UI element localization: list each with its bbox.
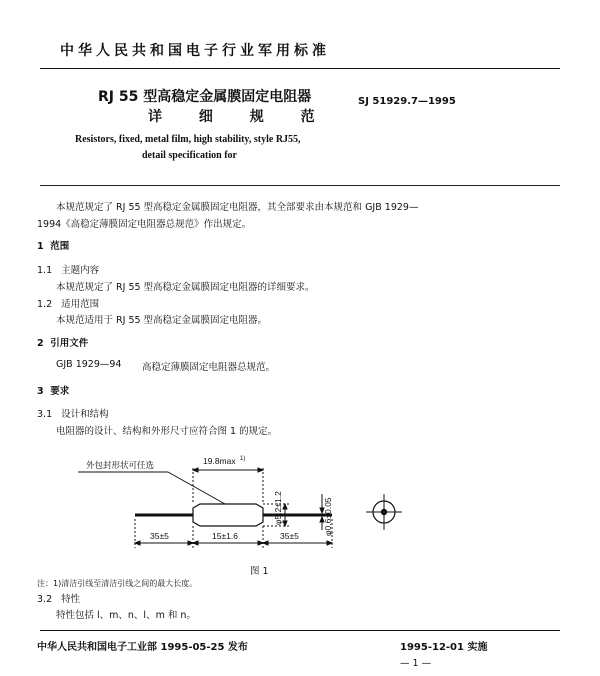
section-title: 范围 — [50, 241, 70, 252]
section-1-2-body: 本规范适用于 RJ 55 型高稳定金属膜固定电阻器。 — [56, 315, 268, 326]
intro-line1: 本规范规定了 RJ 55 型高稳定金属膜固定电阻器，其全部要求由本规范和 GJB 1929— — [56, 202, 419, 213]
arrowhead — [193, 541, 198, 545]
document-subtitle: 详 细 规 范 — [148, 109, 331, 125]
right-lead-length-label: 35±5 — [280, 531, 299, 541]
effective-date: 1995-12-01 实施 — [400, 642, 488, 653]
max-length-label: 19.8max — [203, 456, 236, 466]
body-diameter-label: φ5.2±1.2 — [273, 491, 283, 525]
section-1-2-heading — [37, 296, 99, 310]
body-length-label: 15±1.6 — [212, 531, 238, 541]
arrowhead — [193, 468, 198, 472]
arrowhead — [258, 468, 263, 472]
section-title: 适用范围 — [61, 299, 100, 310]
section-2-heading — [37, 335, 88, 349]
figure-note: 注：1)清洁引线至清洁引线之间的最大长度。 — [37, 579, 198, 588]
section-3-2-heading — [37, 591, 80, 605]
issuing-body-title: 中华人民共和国电子行业军用标准 — [60, 43, 330, 59]
section-number: 1.1 — [37, 265, 53, 276]
figure-1-resistor-drawing — [0, 446, 600, 576]
document-title: RJ 55 型高稳定金属膜固定电阻器 — [98, 89, 312, 105]
english-title-line1: Resistors, fixed, metal film, high stability, style RJ55, — [75, 134, 301, 145]
title-rule — [40, 185, 560, 186]
section-3-1-body: 电阻器的设计、结构和外形尺寸应符合图 1 的规定。 — [56, 426, 278, 437]
lead-diameter-label: φ0.6±0.05 — [323, 497, 333, 536]
section-title: 主题内容 — [61, 265, 100, 276]
reference-title: 高稳定薄膜固定电阻器总规范。 — [142, 362, 276, 373]
reference-code: GJB 1929—94 — [56, 359, 122, 370]
arrowhead — [327, 541, 332, 545]
footnote-mark: 1) — [240, 456, 246, 462]
english-title-line2: detail specification for — [142, 150, 237, 161]
section-1-1-body: 本规范规定了 RJ 55 型高稳定金属膜固定电阻器的详细要求。 — [56, 282, 315, 293]
section-3-heading — [37, 383, 69, 397]
standard-number: SJ 51929.7—1995 — [358, 96, 456, 107]
arrowhead — [135, 541, 140, 545]
section-number: 3.1 — [37, 409, 53, 420]
figure-caption: 图 1 — [250, 566, 269, 577]
arrowhead — [263, 541, 268, 545]
callout-leader — [168, 472, 225, 504]
section-number: 1.2 — [37, 299, 53, 310]
arrowhead — [283, 504, 287, 509]
resistor-body — [193, 504, 263, 526]
callout-text: 外包封形状可任选 — [86, 460, 155, 470]
footer-rule — [40, 630, 560, 631]
section-1-heading — [37, 238, 69, 252]
header-rule — [40, 68, 560, 69]
intro-line2: 1994《高稳定薄膜固定电阻器总规范》作出规定。 — [37, 219, 252, 230]
section-1-1-heading — [37, 262, 99, 276]
section-3-2-body: 特性包括 l、m、n、l、m 和 n。 — [56, 610, 196, 621]
section-number: 3 — [37, 386, 44, 397]
section-title: 设计和结构 — [61, 409, 109, 420]
section-number: 1 — [37, 241, 44, 252]
section-title: 特性 — [61, 594, 81, 605]
arrowhead — [283, 521, 287, 526]
page-number: — 1 — — [400, 658, 432, 669]
section-3-1-heading — [37, 406, 109, 420]
section-title: 要求 — [50, 386, 70, 397]
section-number: 3.2 — [37, 594, 53, 605]
section-title: 引用文件 — [50, 338, 89, 349]
issue-statement: 中华人民共和国电子工业部 1995-05-25 发布 — [37, 642, 248, 653]
section-number: 2 — [37, 338, 44, 349]
left-lead-length-label: 35±5 — [150, 531, 169, 541]
